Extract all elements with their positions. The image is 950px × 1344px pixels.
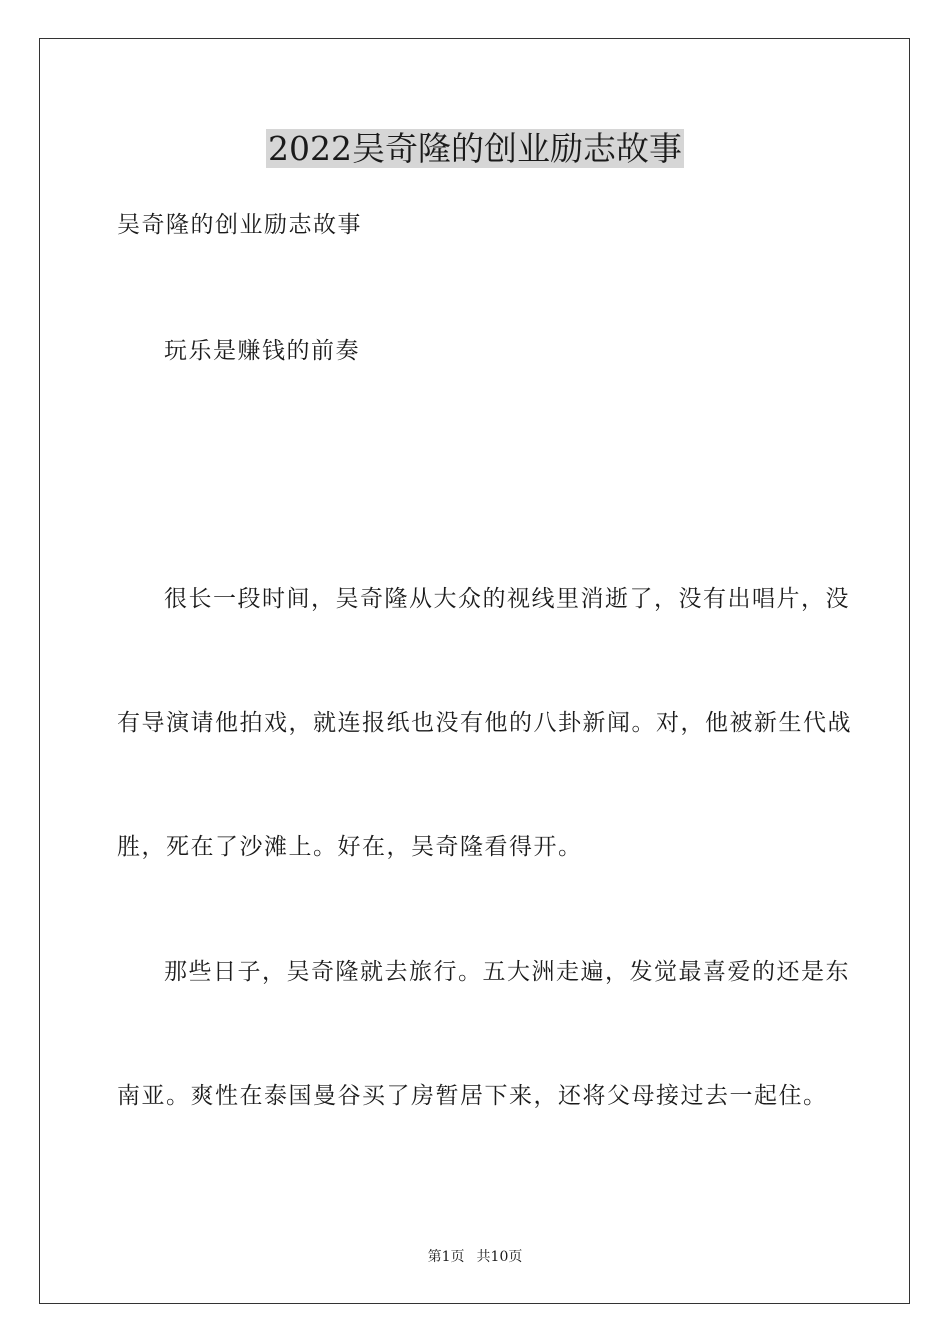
page-number: 第1页 [427,1249,465,1265]
paragraph-line-1: 很长一段时间，吴奇隆从大众的视线里消逝了，没有出唱片，没 [164,586,850,612]
document-title [0,124,950,174]
page-total: 共10页 [476,1249,523,1265]
paragraph-line-2: 有导演请他拍戏，就连报纸也没有他的八卦新闻。对，他被新生代战 [117,710,852,736]
section-heading: 玩乐是赚钱的前奏 [164,338,360,364]
paragraph-line-5: 南亚。爽性在泰国曼谷买了房暂居下来，还将父母接过去一起住。 [117,1083,828,1109]
paragraph-line-3: 胜，死在了沙滩上。好在，吴奇隆看得开。 [117,834,583,860]
document-subtitle: 吴奇隆的创业励志故事 [117,212,362,238]
paragraph-line-4: 那些日子，吴奇隆就去旅行。五大洲走遍，发觉最喜爱的还是东 [164,959,850,985]
page-footer [0,1247,950,1267]
document-title-text: 2022吴奇隆的创业励志故事 [268,129,682,168]
